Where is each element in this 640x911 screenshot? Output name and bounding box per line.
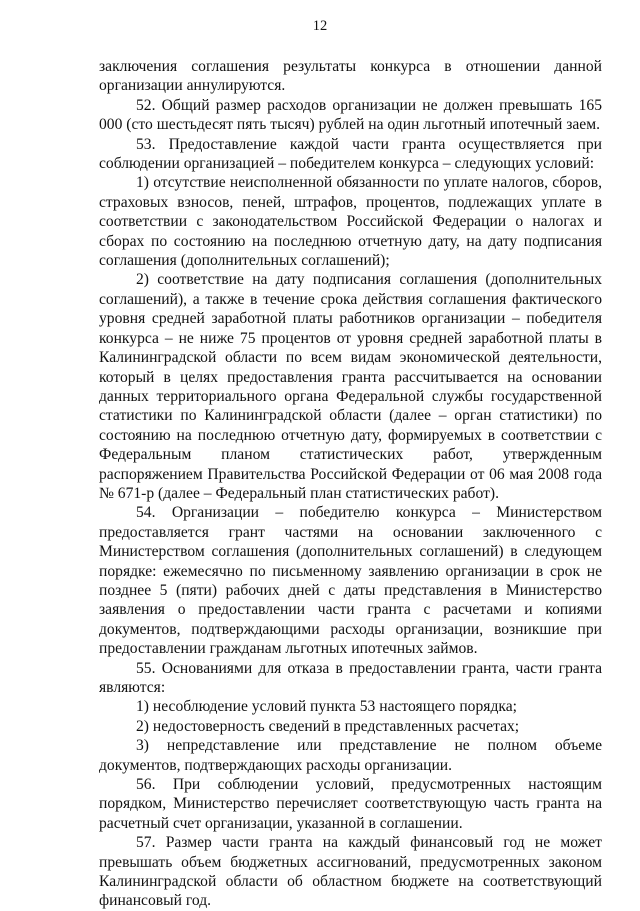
paragraph: 3) непредставление или представление не полном объеме документов, подтверждающих расходы организации.	[99, 737, 602, 774]
paragraph: 2) соответствие на дату подписания соглашения (дополнительных соглашений), а также в течение срока действия соглашения фактического уровня средней заработной платы работников организации – победителя конкурса – не ниже 75 процентов от уровня средней заработной платы в Калининградской области по всем видам экономической деятельности, который в целях предоставления гранта рассчитывается на основании данных территориального органа Федеральной службы государственной статистики по Калининградской области (далее – орган статистики) по состоянию на последнюю отчетную дату, формируемых в соответствии с Федеральным планом статистических работ, утвержденным распоряжением Правительства Российской Федерации от 06 мая 2008 года № 671-р (далее – Федеральный план статистических работ).	[99, 271, 602, 502]
paragraph: заключения соглашения результаты конкурса в отношении данной организации аннулируются.	[99, 58, 602, 95]
paragraph: 53. Предоставление каждой части гранта осуществляется при соблюдении организацией – победителем конкурса – следующих условий:	[99, 135, 602, 173]
document-body	[99, 57, 602, 911]
paragraph: 1) отсутствие неисполненной обязанности по уплате налогов, сборов, страховых взносов, пеней, штрафов, процентов, подлежащих уплате в соответствии с законодательством Российской Федерации о налогах и сборах по состоянию на последнюю отчетную дату, на дату подписания соглашения (дополнительных соглашений);	[99, 174, 602, 270]
paragraph: 1) несоблюдение условий пункта 53 настоящего порядка;	[136, 698, 517, 716]
paragraph: 55. Основаниями для отказа в предоставлении гранта, части гранта являются:	[99, 659, 602, 696]
paragraph: 52. Общий размер расходов организации не должен превышать 165 000 (сто шестьдесят пять тысяч) рублей на один льготный ипотечный заем.	[99, 96, 602, 134]
paragraph: 56. При соблюдении условий, предусмотренных настоящим порядком, Министерство перечисляет соответствующую часть гранта на расчетный счет организации, указанной в соглашении.	[99, 776, 602, 832]
paragraph: 2) недостоверность сведений в представленных расчетах;	[136, 717, 520, 735]
paragraph: 54. Организации – победителю конкурса – Министерством предоставляется грант частями на основании заключенного с Министерством соглашения (дополнительных соглашений) в следующем порядке: ежемесячно по письменному заявлению организации в срок не позднее 5 (пяти) рабочих дней с даты представления в Министерство заявления о предоставлении части гранта с расчетами и копиями документов, подтверждающими расходы организации, возникшие при предоставлении гражданам льготных ипотечных займов.	[99, 504, 602, 658]
page-number: 12	[312, 18, 328, 34]
paragraph: 57. Размер части гранта на каждый финансовый год не может превышать объем бюджетных ассигнований, предусмотренных законом Калининградской области об областном бюджете на соответствующий финансовый год.	[99, 834, 602, 910]
